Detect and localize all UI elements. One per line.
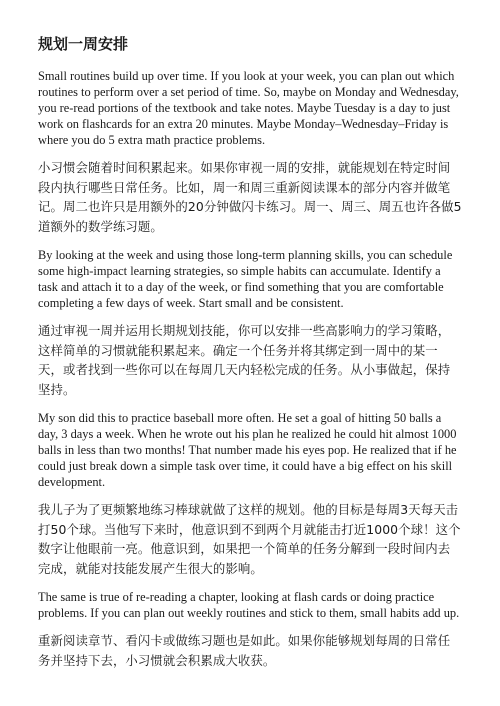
paragraph-en-1: Small routines build up over time. If you look at your week, you can plan out which routines to perform over a set period of time. So, maybe on Monday and Wednesday, you re-read portions of the textbook and take notes. Maybe Tuesday is a day to just work on flashcards for an extra 20 minutes. Maybe Monday–Wednesday–Friday is where you do 5 extra math practice problems. xyxy=(38,69,459,147)
paragraph-en-2: By looking at the week and using those long-term planning skills, you can schedule some high-impact learning strategies, so simple habits can accumulate. Identify a task and attach it to a day of the week, or find something that you are comfortable completing a few days of week. Start small and be consistent. xyxy=(38,248,453,310)
paragraph-en-4: The same is true of re-reading a chapter, looking at flash cards or doing practice problems. If you can plan out weekly routines and stick to them, small habits add up. xyxy=(38,590,460,620)
paragraph-zh-4: 重新阅读章节、看闪卡或做练习题也是如此。如果你能够规划每周的日常任务并坚持下去，小习惯就会积累成大收获。 xyxy=(38,633,451,668)
document-page xyxy=(38,34,462,681)
paragraph-zh-3: 我儿子为了更频繁地练习棒球就做了这样的规划。他的目标是每周3天每天击打50个球。当他写下来时，他意识到不到两个月就能击打近1000个球！这个数字让他眼前一亮。他意识到，如果把一个简单的任务分解到一段时间内去完成，就能对技能发展产生很大的影响。 xyxy=(38,502,461,576)
paragraph-zh-1: 小习惯会随着时间积累起来。如果你审视一周的安排，就能规划在特定时间段内执行哪些日常任务。比如，周一和周三重新阅读课本的部分内容并做笔记。周二也许只是用额外的20分钟做闪卡练习。周一、周三、周五也许各做5道额外的数学练习题。 xyxy=(38,160,462,234)
document-title: 规划一周安排 xyxy=(38,35,129,53)
paragraph-en-3: My son did this to practice baseball more often. He set a goal of hitting 50 balls a day, 3 days a week. When he wrote out his plan he realized he could hit almost 1000 balls in less than two months! That number made his eyes pop. He realized that if he could just break down a simple task over time, it could have a big effect on his skill development. xyxy=(38,411,457,489)
paragraph-zh-2: 通过审视一周并运用长期规划技能，你可以安排一些高影响力的学习策略，这样简单的习惯就能积累起来。确定一个任务并将其绑定到一周中的某一天，或者找到一些你可以在每周几天内轻松完成的任务。从小事做起，保持坚持。 xyxy=(38,323,451,397)
